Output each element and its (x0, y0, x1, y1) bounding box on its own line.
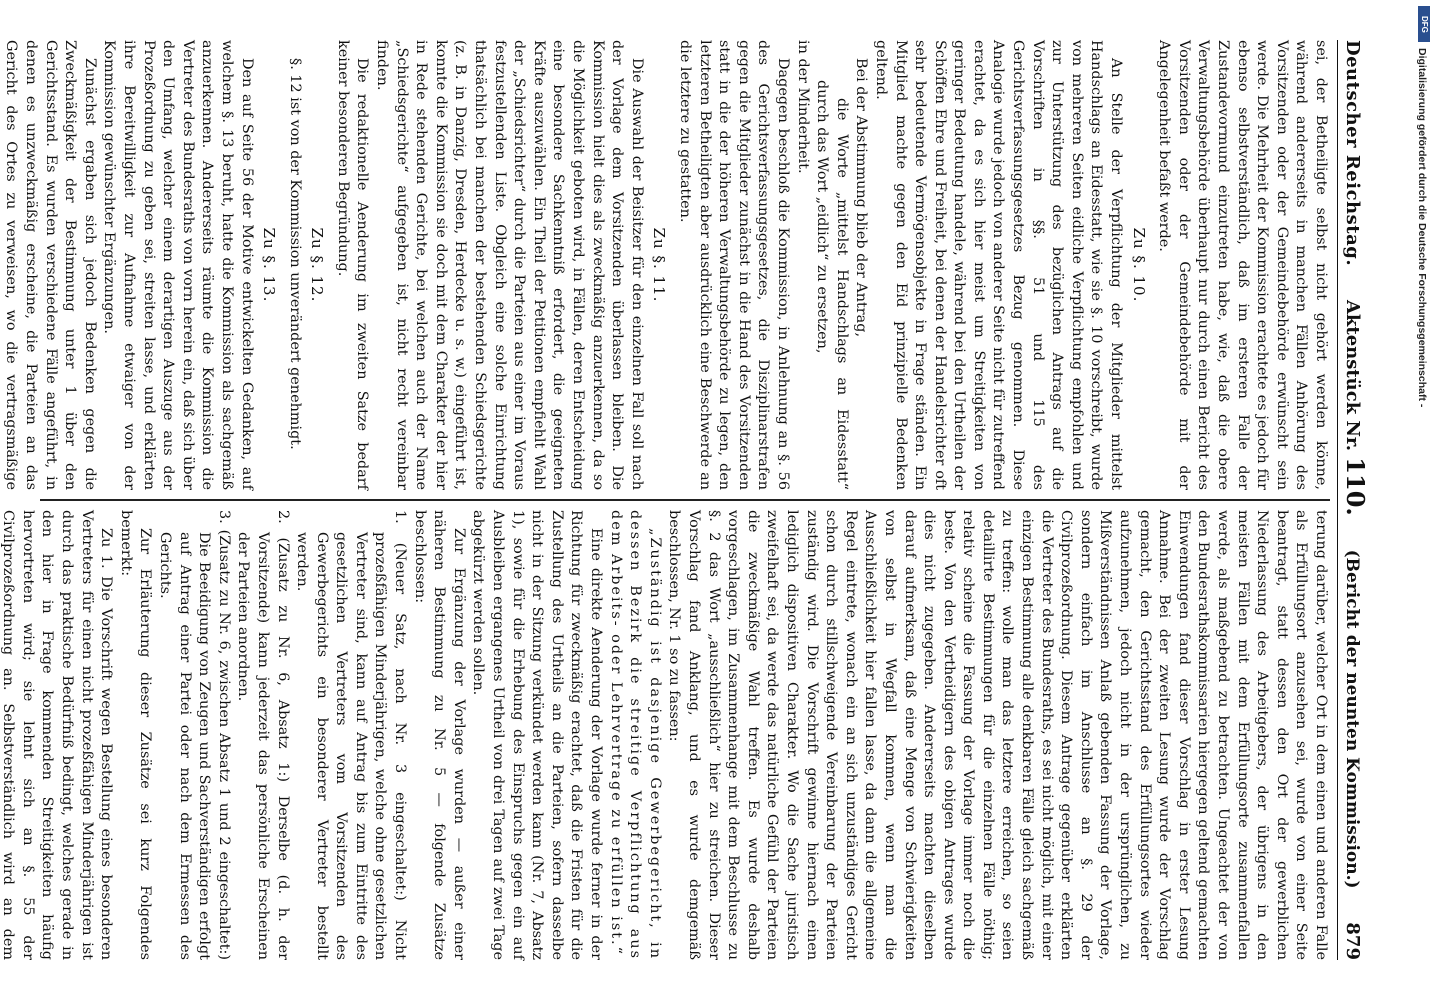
header-document-number (1341, 300, 1370, 516)
list-item: 1. (Neuer Satz, nach Nr. 3 eingeschaltet:) Nicht prozeßfähigen Minderjährigen, welche ohne gesetzlichen Vertreter sind, kann auf Antrag bis zum Eintritte des gesetzlichen Vertreters vom Vorsitzenden des Gewerbegerichts ein besonderer Vertreter bestellt werden. (294, 510, 409, 960)
section-heading: Zu §. 12. (308, 227, 327, 303)
paragraph: Zur Ergänzung der Vorlage wurden — außer einer näheren Bestimmung zu Nr. 5 — folgende Zusätze beschlossen: (411, 510, 467, 960)
paragraph: An Stelle der Verpflichtung der Mitglieder mittelst Handschlags an Eidesstatt, wie sie §. 10 vorschreibt, wurde von mehreren Seiten eidliche Verpflichtung empfohlen und zur Unterstützung des bezüglichen Antrags auf die Vorschriften in §§. 51 und 115 des Gerichtsverfassungsgesetzes Bezug genommen. Diese Analogie wurde jedoch von anderer Seite nicht für zutreffend erachtet, da es sich hier meist um Streitigkeiten von geringer Bedeutung handele, während bei den Urtheilen der Schöffen Ehre und Freiheit, bei denen der Handelsrichter oft sehr bedeutende Vermögensobjekte in Frage ständen. Ein Mitglied machte gegen den Eid prinzipielle Bedenken geltend. (872, 40, 1125, 490)
page-header (1337, 40, 1370, 960)
section-heading: Zu §. 11. (650, 227, 669, 303)
paragraph: Eine direkte Aenderung der Vorlage wurde ferner in der Richtung für zweckmäßig erachtet, daß die Fristen für die Zustellung des Urtheils an die Parteien, sofern dasselbe nicht in der Sitzung verkündet werden kann (Nr. 7, Absatz 1), sowie für die Erhebung des Einspruchs gegen ein auf Ausbleiben ergangenes Urtheil von drei Tagen auf zwei Tage abgekürzt werden sollen. (470, 510, 605, 960)
list-item: 2. (Zusatz zu Nr. 6, Absatz 1:) Derselbe (d. h. der Vorsitzende) kann jederzeit das persönliche Erscheinen der Parteien anordnen. (235, 510, 291, 960)
paragraph: terung darüber, welcher Ort in dem einen und anderen Falle als Erfüllungsort anzusehen sei, wurde von einer Seite beantragt, statt dessen den Ort der gewerblichen Niederlassung des Arbeitgebers, der übrigens in den meisten Fällen mit dem Erfüllungsorte zusammenfallen werde, als maßgebend zu betrachten. Ungeachtet der von den Bundesrathskommissarien hiergegen geltend gemachten Einwendungen fand dieser Vorschlag in erster Lesung Annahme. Bei der zweiten Lesung wurde der Vorschlag gemacht, den Gerichtsstand des Erfüllungsortes wieder aufzunehmen, jedoch nicht in der ursprünglichen, zu Mißverständnissen Anlaß gebenden Fassung der Vorlage, sondern einfach im Anschlusse an §. 29 der Civilprozeßordnung. Diesem Antrage gegenüber erklärten die Vertreter des Bundesraths, es sei nicht möglich, mit einer einzigen Bestimmung alle denkbaren Fälle gleich sachgemäß zu treffen: wolle man das letztere erreichen, so seien detaillirte Bestimmungen für die einzelnen Fälle nöthig; relativ scheine die Fassung der Vorlage immer noch die beste. Von den Vertheidigern des obigen Antrages wurde dies nicht zugegeben. Andererseits machten dieselben darauf aufmerksam, daß eine Menge von Schwierigkeiten von selbst in Wegfall kommen, wenn man die Ausschließlichkeit hier fallen lasse, da dann die allgemeine Regel eintrete, wonach ein an sich unzuständiges Gericht schon durch stillschweigende Vereinbarung der Parteien zuständig wird. Die Vorschrift gewinne hiernach einen lediglich dispositiven Charakter. Wo die Sache juristisch zweifelhaft sei, da werde das natürliche Gefühl der Parteien die zweckmäßige Wahl treffen. Es wurde deshalb vorgeschlagen, im Zusammenhange mit dem Beschlusse zu §. 2 das Wort „ausschließlich“ hier zu streichen. Dieser Vorschlag fand Anklang, und es wurde demgemäß beschlossen, Nr. 1 so zu fassen: (666, 510, 1329, 960)
paragraph: Die Auswahl der Beisitzer für den einzelnen Fall soll nach der Vorlage dem Vorsitzenden überlassen bleiben. Die Kommission hielt dies als zweckmäßig anzuerkennen, da so die Möglichkeit geboten wird, in Fällen, deren Entscheidung eine besondere Sachkenntniß erfordert, die geeigneten Kräfte auszuwählen. Ein Theil der Petitionen empfiehlt Wahl der „Schiedsrichter“ durch die Parteien aus einer im Voraus festzustellenden Liste. Obgleich eine solche Einrichtung thatsächlich bei manchen der bestehenden Schiedsgerichte (z. B. in Danzig, Dresden, Herdecke u. s. w.) eingeführt ist, konnte die Kommission sie doch mit dem Charakter der hier in Rede stehenden Gerichte, bei welchen auch der Name „Schiedsgerichte“ aufgegeben ist, nicht recht vereinbar finden. (374, 40, 645, 490)
paragraph: §. 12 ist von der Kommission unverändert genehmigt. (286, 58, 303, 450)
credit-text: Digitalisierung gefördert durch die Deutsche Forschungsgemeinschaft - (1416, 48, 1428, 408)
paragraph: sei, der Betheiligte selbst nicht gehört werden könne, während andererseits in manchen Fällen Anhörung des Vorsitzenden oder der Gemeindebehörde erwünscht sein werde. Die Mehrheit der Kommission erachtete es jedoch für ebenso selbstverständlich, daß im ersteren Falle der Zustandevormund einzutreten habe, wie, daß die obere Verwaltungsbehörde überhaupt nur durch einen Bericht des Vorsitzenden oder der Gemeindebehörde mit der Angelegenheit befaßt werde. (1156, 40, 1329, 490)
paragraph: Dagegen beschloß die Kommission, in Anlehnung an §. 56 des Gerichtsverfassungsgesetzes, die Disziplinarstrafen gegen die Mitglieder zunächst in die Hand des Vorsitzenden statt in die der höheren Verwaltungsbehörde zu legen, den letzteren Betheiligten aber ausdrücklich eine Beschwerde an die letztere zu gestatten. (677, 40, 791, 490)
list-item: 3. (Zusatz zu Nr. 6, zwischen Absatz 1 und 2 eingeschaltet:) Die Beeidigung von Zeugen und Sachverständigen erfolgt auf Antrag einer Partei oder nach dem Ermessen des Gerichts. (156, 510, 232, 960)
section-heading: Zu §. 13. (260, 227, 279, 303)
dfg-logo: DFG (1418, 6, 1430, 42)
paragraph: Den auf Seite 56 der Motive entwickelten Gedanken, auf welchem §. 13 beruht, hatte die Kommission als sachgemäß anzuerkennen. Andererseits räumte die Kommission die Vertreter des Bundesraths von vorn herein ein, daß sich über den Umfang, welcher einem derartigen Auszuge aus der Prozeßordnung zu geben sei, streiten lasse, und erklärten ihre Bereitwilligkeit zur Aufnahme etwaiger von der Kommission gewünschter Ergänzungen. (101, 40, 255, 490)
right-column (0, 510, 1330, 960)
left-column (3, 40, 1330, 490)
paragraph: Zur Erläuterung dieser Zusätze sei kurz Folgendes bemerkt: (117, 510, 154, 960)
paragraph: Die redaktionelle Aenderung im zweiten Satze bedarf keiner besonderen Begründung. (334, 40, 371, 490)
paragraph: Bei der Abstimmung blieb der Antrag, (853, 58, 870, 338)
digitization-credit (1416, 0, 1432, 1000)
quoted-provision: „Zuständig ist dasjenige Gewerbegericht, in dessen Bezirk die streitige Verpflichtung aus dem Arbeits- oder Lehrvertrage zu erfüllen ist.“ (607, 510, 663, 960)
header-title: Deutscher Reichstag. (1342, 40, 1363, 267)
header-number: 110. (1341, 457, 1370, 516)
quoted-motion: die Worte „mittelst Handschlags an Eidesstatt“ durch das Wort „eidlich“ zu ersetzen, (814, 80, 850, 490)
section-heading: Zu §. 10. (1129, 227, 1148, 303)
paragraph: in der Minderheit. (794, 40, 811, 174)
paragraph: Zunächst ergaben sich jedoch Bedenken gegen die Zweckmäßigkeit der Bestimmung unter 1 über den Gerichtsstand. Es wurden verschiedene Fälle angeführt, in denen es unzweckmäßig erscheine, die Parteien an das Gericht des Ortes zu verweisen, wo die vertragsmäßige (3, 40, 98, 490)
column-divider (40, 499, 1330, 501)
page-number: 879 (1342, 922, 1363, 960)
header-document-label: Aktenstück Nr. (1342, 299, 1363, 452)
header-commission: (Bericht der neunten Kommission.) (1342, 549, 1362, 889)
paragraph: Zu 1. Die Vorschrift wegen Bestellung eines besonderen Vertreters für einen nicht prozeßfähigen Minderjährigen ist durch das praktische Bedürfniß bedingt, welches gerade in den hier in Frage kommenden Streitigkeiten häufig hervortreten wird; sie lehnt sich an §. 55 der Civilprozeßordnung an. Selbstverständlich wird an dem (0, 510, 115, 960)
